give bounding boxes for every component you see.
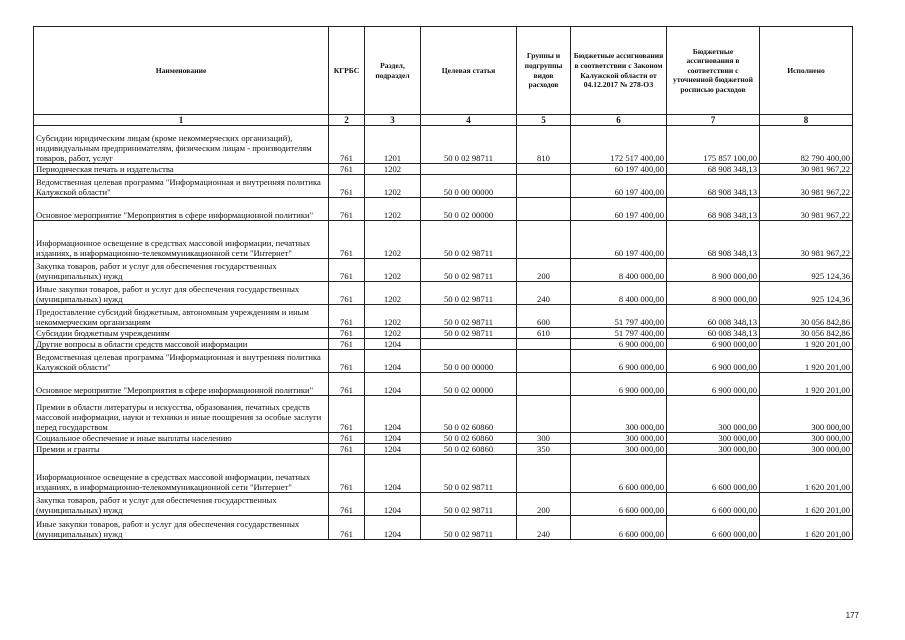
table-row [34, 455, 853, 493]
table-row [34, 433, 853, 444]
column-number: 1 [34, 115, 329, 126]
row-refined: 6 900 000,00 [667, 373, 760, 396]
row-target: 50 0 02 60860 [421, 396, 517, 433]
row-assign: 51 797 400,00 [571, 305, 667, 328]
row-done: 30 056 842,86 [760, 305, 853, 328]
row-assign: 6 600 000,00 [571, 516, 667, 540]
row-target: 50 0 02 98711 [421, 126, 517, 164]
row-done: 1 620 201,00 [760, 516, 853, 540]
row-kgrbs: 761 [329, 126, 365, 164]
row-assign: 6 900 000,00 [571, 373, 667, 396]
table-row [34, 164, 853, 175]
row-kgrbs: 761 [329, 493, 365, 516]
row-group: 240 [517, 282, 571, 305]
row-done: 30 056 842,86 [760, 328, 853, 339]
row-name: Закупка товаров, работ и услуг для обеспечения государственных (муниципальных) нужд [34, 259, 329, 282]
row-name: Информационное освещение в средствах массовой информации, печатных изданиях, в информационно-телекоммуникационной сети "Интернет" [34, 221, 329, 259]
row-group [517, 373, 571, 396]
row-kgrbs: 761 [329, 455, 365, 493]
row-done: 300 000,00 [760, 444, 853, 455]
row-target: 50 0 02 98711 [421, 305, 517, 328]
row-kgrbs: 761 [329, 175, 365, 198]
row-assign: 300 000,00 [571, 444, 667, 455]
row-assign: 60 197 400,00 [571, 175, 667, 198]
row-section: 1202 [365, 175, 421, 198]
row-done: 300 000,00 [760, 433, 853, 444]
row-target: 50 0 02 98711 [421, 516, 517, 540]
header-target: Целевая статья [421, 27, 517, 115]
row-name: Ведомственная целевая программа "Информационная и внутренняя политика Калужской области" [34, 175, 329, 198]
row-target: 50 0 02 00000 [421, 373, 517, 396]
row-assign: 6 600 000,00 [571, 455, 667, 493]
table-row [34, 493, 853, 516]
row-refined: 6 900 000,00 [667, 339, 760, 350]
table-row [34, 259, 853, 282]
table-row [34, 221, 853, 259]
row-kgrbs: 761 [329, 198, 365, 221]
row-name: Премии и гранты [34, 444, 329, 455]
row-name: Основное мероприятие "Мероприятия в сфере информационной политики" [34, 373, 329, 396]
table-row [34, 305, 853, 328]
table-row [34, 328, 853, 339]
row-section: 1204 [365, 396, 421, 433]
table-row [34, 198, 853, 221]
row-assign: 172 517 400,00 [571, 126, 667, 164]
row-section: 1204 [365, 455, 421, 493]
row-target: 50 0 02 98711 [421, 259, 517, 282]
budget-table [33, 26, 853, 540]
row-kgrbs: 761 [329, 282, 365, 305]
row-assign: 8 400 000,00 [571, 259, 667, 282]
row-section: 1202 [365, 198, 421, 221]
row-name: Субсидии юридическим лицам (кроме некоммерческих организаций), индивидуальным предпринимателям, физическим лицам - производителям товаров, работ, услуг [34, 126, 329, 164]
page-number: 177 [845, 611, 859, 620]
row-kgrbs: 761 [329, 433, 365, 444]
row-group: 200 [517, 493, 571, 516]
row-target: 50 0 02 98711 [421, 493, 517, 516]
row-done: 1 620 201,00 [760, 455, 853, 493]
row-kgrbs: 761 [329, 339, 365, 350]
header-section: Раздел, подраздел [365, 27, 421, 115]
row-group: 240 [517, 516, 571, 540]
row-section: 1204 [365, 373, 421, 396]
row-kgrbs: 761 [329, 350, 365, 373]
row-done: 1 920 201,00 [760, 350, 853, 373]
row-section: 1204 [365, 350, 421, 373]
column-number: 2 [329, 115, 365, 126]
header-refined: Бюджетные ассигнования в соответствии с уточненной бюджетной росписью расходов [667, 27, 760, 115]
row-name: Ведомственная целевая программа "Информационная и внутренняя политика Калужской области" [34, 350, 329, 373]
header-name: Наименование [34, 27, 329, 115]
row-target: 50 0 02 60860 [421, 444, 517, 455]
column-number: 8 [760, 115, 853, 126]
row-done: 30 981 967,22 [760, 175, 853, 198]
table-row [34, 444, 853, 455]
row-target: 50 0 00 00000 [421, 175, 517, 198]
header-kgrbs: КГРБС [329, 27, 365, 115]
table-row [34, 516, 853, 540]
row-name: Предоставление субсидий бюджетным, автономным учреждениям и иным некоммерческим организациям [34, 305, 329, 328]
header-row [34, 27, 853, 115]
row-group [517, 455, 571, 493]
row-done: 1 620 201,00 [760, 493, 853, 516]
row-kgrbs: 761 [329, 516, 365, 540]
row-refined: 300 000,00 [667, 396, 760, 433]
row-target: 50 0 02 00000 [421, 198, 517, 221]
row-section: 1202 [365, 282, 421, 305]
row-refined: 60 008 348,13 [667, 305, 760, 328]
row-kgrbs: 761 [329, 396, 365, 433]
row-section: 1204 [365, 493, 421, 516]
row-group [517, 339, 571, 350]
column-number: 4 [421, 115, 517, 126]
row-done: 30 981 967,22 [760, 221, 853, 259]
row-assign: 8 400 000,00 [571, 282, 667, 305]
row-assign: 6 600 000,00 [571, 493, 667, 516]
row-group: 350 [517, 444, 571, 455]
row-section: 1204 [365, 444, 421, 455]
row-section: 1202 [365, 305, 421, 328]
row-kgrbs: 761 [329, 259, 365, 282]
row-refined: 6 900 000,00 [667, 350, 760, 373]
table-row [34, 175, 853, 198]
row-refined: 8 900 000,00 [667, 259, 760, 282]
row-refined: 6 600 000,00 [667, 493, 760, 516]
row-name: Периодическая печать и издательства [34, 164, 329, 175]
row-done: 1 920 201,00 [760, 373, 853, 396]
row-name: Иные закупки товаров, работ и услуг для обеспечения государственных (муниципальных) нужд [34, 282, 329, 305]
table-row [34, 339, 853, 350]
row-name: Основное мероприятие "Мероприятия в сфере информационной политики" [34, 198, 329, 221]
row-assign: 300 000,00 [571, 396, 667, 433]
column-number: 7 [667, 115, 760, 126]
row-done: 300 000,00 [760, 396, 853, 433]
row-refined: 68 908 348,13 [667, 198, 760, 221]
table-row [34, 373, 853, 396]
row-group: 200 [517, 259, 571, 282]
row-target: 50 0 02 98711 [421, 221, 517, 259]
row-refined: 68 908 348,13 [667, 221, 760, 259]
row-assign: 6 900 000,00 [571, 350, 667, 373]
row-refined: 68 908 348,13 [667, 175, 760, 198]
row-group: 300 [517, 433, 571, 444]
row-target [421, 339, 517, 350]
row-target: 50 0 02 98711 [421, 455, 517, 493]
row-refined: 175 857 100,00 [667, 126, 760, 164]
row-group: 610 [517, 328, 571, 339]
row-target: 50 0 00 00000 [421, 350, 517, 373]
row-assign: 60 197 400,00 [571, 164, 667, 175]
row-done: 82 790 400,00 [760, 126, 853, 164]
row-group [517, 350, 571, 373]
column-number: 6 [571, 115, 667, 126]
column-number-row [34, 115, 853, 126]
row-done: 1 920 201,00 [760, 339, 853, 350]
row-target: 50 0 02 98711 [421, 282, 517, 305]
row-kgrbs: 761 [329, 328, 365, 339]
row-section: 1204 [365, 433, 421, 444]
row-refined: 300 000,00 [667, 444, 760, 455]
row-group [517, 198, 571, 221]
row-section: 1202 [365, 259, 421, 282]
row-assign: 60 197 400,00 [571, 198, 667, 221]
row-refined: 60 008 348,13 [667, 328, 760, 339]
row-name: Закупка товаров, работ и услуг для обеспечения государственных (муниципальных) нужд [34, 493, 329, 516]
row-group: 810 [517, 126, 571, 164]
row-refined: 68 908 348,13 [667, 164, 760, 175]
table-row [34, 396, 853, 433]
row-section: 1202 [365, 221, 421, 259]
row-section: 1204 [365, 516, 421, 540]
row-refined: 6 600 000,00 [667, 455, 760, 493]
column-number: 5 [517, 115, 571, 126]
row-target: 50 0 02 60860 [421, 433, 517, 444]
table-row [34, 282, 853, 305]
row-group [517, 175, 571, 198]
row-refined: 6 600 000,00 [667, 516, 760, 540]
row-section: 1202 [365, 164, 421, 175]
row-section: 1201 [365, 126, 421, 164]
row-refined: 300 000,00 [667, 433, 760, 444]
row-name: Премии в области литературы и искусства, образования, печатных средств массовой информации, науки и техники и иные поощрения за особые заслуги перед государством [34, 396, 329, 433]
header-done: Исполнено [760, 27, 853, 115]
table-row [34, 126, 853, 164]
row-kgrbs: 761 [329, 305, 365, 328]
row-section: 1202 [365, 328, 421, 339]
column-number: 3 [365, 115, 421, 126]
row-target: 50 0 02 98711 [421, 328, 517, 339]
row-kgrbs: 761 [329, 444, 365, 455]
header-groups: Группы и подгруппы видов расходов [517, 27, 571, 115]
row-group [517, 164, 571, 175]
row-assign: 6 900 000,00 [571, 339, 667, 350]
row-section: 1204 [365, 339, 421, 350]
row-name: Социальное обеспечение и иные выплаты населению [34, 433, 329, 444]
row-done: 30 981 967,22 [760, 164, 853, 175]
row-name: Субсидии бюджетным учреждениям [34, 328, 329, 339]
header-assign: Бюджетные ассигнования в соответствии с Законом Калужской области от 04.12.2017 № 278-ОЗ [571, 27, 667, 115]
row-name: Информационное освещение в средствах массовой информации, печатных изданиях, в информационно-телекоммуникационной сети "Интернет" [34, 455, 329, 493]
table-row [34, 350, 853, 373]
row-kgrbs: 761 [329, 373, 365, 396]
row-assign: 51 797 400,00 [571, 328, 667, 339]
row-kgrbs: 761 [329, 221, 365, 259]
row-done: 30 981 967,22 [760, 198, 853, 221]
row-name: Другие вопросы в области средств массовой информации [34, 339, 329, 350]
row-kgrbs: 761 [329, 164, 365, 175]
row-done: 925 124,36 [760, 259, 853, 282]
row-group [517, 396, 571, 433]
row-refined: 8 900 000,00 [667, 282, 760, 305]
row-group: 600 [517, 305, 571, 328]
row-target [421, 164, 517, 175]
row-name: Иные закупки товаров, работ и услуг для обеспечения государственных (муниципальных) нужд [34, 516, 329, 540]
row-assign: 60 197 400,00 [571, 221, 667, 259]
row-group [517, 221, 571, 259]
row-done: 925 124,36 [760, 282, 853, 305]
table-body [34, 126, 853, 540]
row-assign: 300 000,00 [571, 433, 667, 444]
